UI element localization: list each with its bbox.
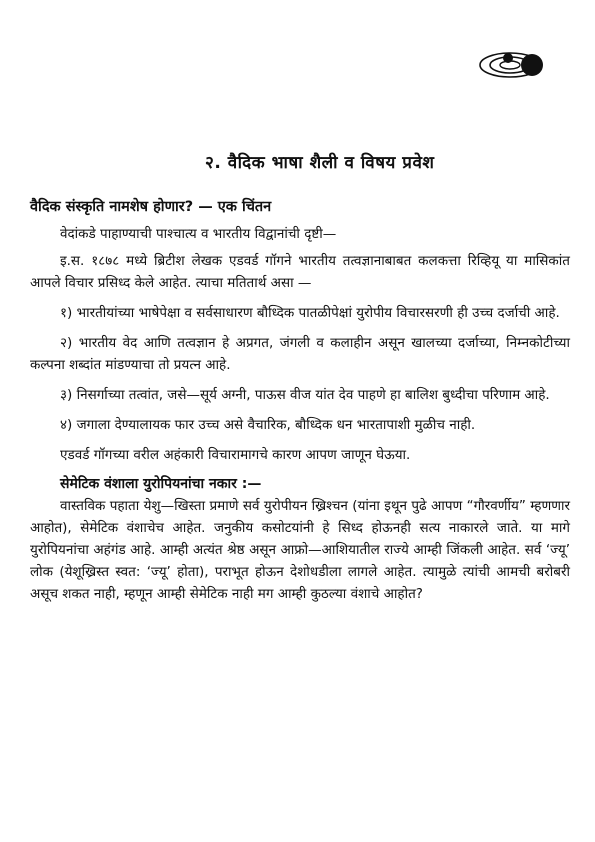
page-content — [30, 196, 570, 613]
final-paragraph: वास्तविक पहाता येशु—खिस्ता प्रमाणे सर्व युरोपीयन ख्रिश्चन (यांना इथून पुढे आपण “गौरवर्णीय” म्हणणार आहोत), सेमेटिक वंशाचेच आहेत. जनुकीय कसोटयांनी हे सिध्द होऊनही सत्य नाकारले जाते. या मागे युरोपियनांचा अहंगंड आहे. आम्ही अत्यंत श्रेष्ठ असून आफ्रो—आशियातील राज्ये आम्ही जिंकली आहेत. सर्व ‘ज्यू’ लोक (येशूख्रिस्त स्वत: ‘ज्यू’ होता), पराभूत होऊन देशोधडीला लागले आहेत. त्यामुळे त्यांची आमची बरोबरी असूच शकत नाही, म्हणून आम्ही सेमेटिक नाही मग आम्ही कुठल्या वंशाचे आहोत? — [30, 498, 570, 602]
point-4: ४) जगाला देण्यालायक फार उच्च असे वैचारिक, बौध्दिक धन भारतापाशी मुळीच नाही. — [60, 417, 476, 433]
planet-large — [521, 54, 543, 76]
point-3: ३) निसर्गाच्या तत्वांत, जसे—सूर्य अग्नी, पाऊस वीज यांत देव पाहणे हा बालिश बुध्दीचा परिणाम आहे. — [60, 387, 550, 403]
closing-paragraph: एडवर्ड गॉगच्या वरील अहंकारी विचारामागचे कारण आपण जाणून घेऊया. — [60, 447, 411, 463]
intro-paragraph: इ.स. १८७८ मध्ये ब्रिटीश लेखक एडवर्ड गॉगने भारतीय तत्वज्ञानाबाबत कलकत्ता रिव्हियू या मासिकांत आपले विचार प्रसिध्द केले आहेत. त्याचा मतितार्थ असा — — [30, 253, 570, 291]
section-heading: वैदिक संस्कृति नामशेष होणार? — एक चिंतन — [30, 199, 272, 215]
orbit-logo-icon — [474, 40, 556, 90]
planet-small — [503, 53, 513, 63]
lead-line: वेदांकडे पाहाण्याची पाश्चात्य व भारतीय विद्वानांची दृष्टी— — [60, 226, 337, 242]
chapter-title: २. वैदिक भाषा शैली व विषय प्रवेश — [205, 153, 435, 173]
sub-heading: सेमेटिक वंशाला युरोपियनांचा नकार :— — [60, 476, 262, 492]
point-2: २) भारतीय वेद आणि तत्वज्ञान हे अप्रगत, जंगली व कलाहीन असून खालच्या दर्जाच्या, निम्नकोटीच्या कल्पना शब्दांत मांडण्याचा तो प्रयत्न आहे. — [30, 335, 570, 373]
point-1: १) भारतीयांच्या भाषेपेक्षा व सर्वसाधारण बौध्दिक पातळीपेक्षां युरोपीय विचारसरणी ही उच्च दर्जाची आहे. — [60, 305, 560, 321]
